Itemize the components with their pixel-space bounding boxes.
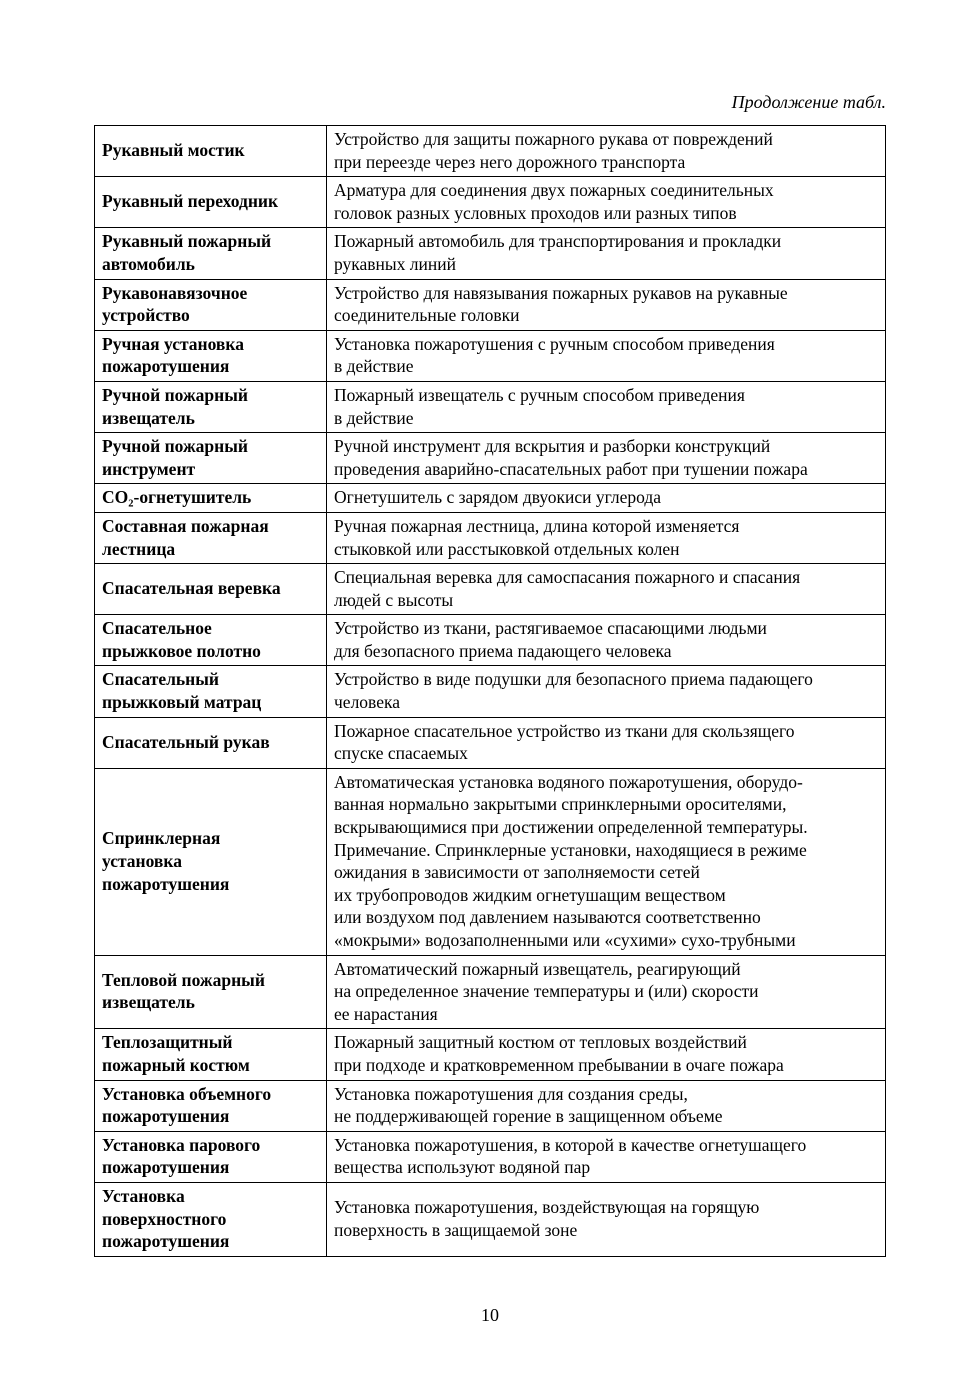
term-line: Установка [102, 1185, 185, 1206]
table-row [95, 955, 886, 1029]
term-line: установка [102, 850, 182, 871]
term-cell [95, 768, 327, 955]
definition-line: на определенное значение температуры и (или) скорости [334, 981, 759, 1002]
definition-cell [327, 717, 886, 768]
term-cell [95, 177, 327, 228]
term-line: Установка парового [102, 1134, 261, 1155]
table-row [95, 1029, 886, 1080]
term-line: Рукавонавязочное [102, 282, 248, 303]
definition-line: ее нарастания [334, 1003, 438, 1024]
term-line: Теплозащитный [102, 1032, 233, 1053]
term-line: Рукавный переходник [102, 191, 279, 212]
definition-cell [327, 955, 886, 1029]
term-line: Спринклерная [102, 828, 221, 849]
definition-line: человека [334, 692, 400, 713]
definition-cell [327, 1182, 886, 1256]
definition-cell [327, 177, 886, 228]
term-line: CO₂-огнетушитель [102, 487, 252, 508]
term-line: пожаротушения [102, 1157, 230, 1178]
glossary-table-body [95, 126, 886, 1257]
definition-cell [327, 330, 886, 381]
definition-line: стыковкой или расстыковкой отдельных колен [334, 538, 680, 559]
term-line: Рукавный мостик [102, 140, 245, 161]
term-line: Рукавный пожарный [102, 231, 272, 252]
term-line: Составная пожарная [102, 515, 269, 536]
term-line: инструмент [102, 458, 196, 479]
term-cell [95, 955, 327, 1029]
term-line: пожаротушения [102, 873, 230, 894]
definition-line: Установка пожаротушения, в которой в качестве огнетушащего [334, 1134, 807, 1155]
definition-cell [327, 381, 886, 432]
definition-cell [327, 484, 886, 513]
term-line: Спасательный [102, 669, 220, 690]
definition-line: в действие [334, 356, 414, 377]
definition-cell [327, 1131, 886, 1182]
definition-line: для безопасного приема падающего человека [334, 640, 672, 661]
definition-line: проведения аварийно-спасательных работ при тушении пожара [334, 458, 808, 479]
definition-line: Установка пожаротушения, воздействующая на горящую [334, 1197, 760, 1218]
definition-line: вскрывающимися при достижении определенной температуры. [334, 817, 808, 838]
term-line: Спасательная веревка [102, 578, 281, 599]
definition-line: Огнетушитель с зарядом двуокиси углерода [334, 487, 662, 508]
definition-line: Устройство в виде подушки для безопасного приема падающего [334, 669, 813, 690]
table-row [95, 177, 886, 228]
table-row [95, 433, 886, 484]
definition-line: Пожарное спасательное устройство из ткани для скользящего [334, 720, 795, 741]
term-cell [95, 279, 327, 330]
definition-line: поверхность в защищаемой зоне [334, 1219, 578, 1240]
term-line: Ручной пожарный [102, 384, 248, 405]
definition-line: Установка пожаротушения с ручным способом приведения [334, 333, 775, 354]
term-line: Спасательный рукав [102, 731, 270, 752]
definition-line: не поддерживающей горение в защищенном объеме [334, 1106, 723, 1127]
term-cell [95, 433, 327, 484]
term-cell [95, 717, 327, 768]
definition-line: рукавных линий [334, 253, 456, 274]
term-cell [95, 126, 327, 177]
definition-cell [327, 1080, 886, 1131]
table-row [95, 615, 886, 666]
table-row [95, 330, 886, 381]
definition-line: соединительные головки [334, 305, 520, 326]
term-cell [95, 1080, 327, 1131]
table-row [95, 126, 886, 177]
definition-cell [327, 228, 886, 279]
definition-line: в действие [334, 407, 414, 428]
definition-line: Пожарный защитный костюм от тепловых воздействий [334, 1032, 747, 1053]
definition-cell [327, 768, 886, 955]
term-cell [95, 564, 327, 615]
table-row [95, 381, 886, 432]
definition-line: людей с высоты [334, 589, 454, 610]
table-row [95, 1182, 886, 1256]
term-cell [95, 330, 327, 381]
definition-line: Автоматический пожарный извещатель, реагирующий [334, 958, 741, 979]
definition-line: Специальная веревка для самоспасания пожарного и спасания [334, 567, 801, 588]
table-row [95, 512, 886, 563]
table-row [95, 564, 886, 615]
term-line: пожаротушения [102, 1106, 230, 1127]
term-cell [95, 666, 327, 717]
term-line: поверхностного [102, 1208, 227, 1229]
term-line: извещатель [102, 992, 195, 1013]
definition-line: или воздухом под давлением называются соответственно [334, 907, 761, 928]
term-cell [95, 1182, 327, 1256]
table-continuation-caption: Продолжение табл. [731, 92, 886, 112]
term-line: автомобиль [102, 253, 195, 274]
table-row [95, 717, 886, 768]
term-line: извещатель [102, 407, 195, 428]
table-row [95, 228, 886, 279]
term-line: Спасательное [102, 618, 212, 639]
definition-line: головок разных условных проходов или разных типов [334, 202, 737, 223]
definition-cell [327, 1029, 886, 1080]
table-row [95, 1131, 886, 1182]
definition-line: Пожарный автомобиль для транспортирования и прокладки [334, 231, 782, 252]
term-line: Тепловой пожарный [102, 969, 265, 990]
table-row [95, 484, 886, 513]
definition-line: Устройство для навязывания пожарных рукавов на рукавные [334, 282, 788, 303]
definition-cell [327, 666, 886, 717]
definition-line: Устройство из ткани, растягиваемое спасающими людьми [334, 618, 767, 639]
term-cell [95, 615, 327, 666]
term-line: Ручной пожарный [102, 436, 248, 457]
definition-cell [327, 615, 886, 666]
definition-line: Устройство для защиты пожарного рукава от повреждений [334, 129, 773, 149]
definition-line: Ручной инструмент для вскрытия и разборки конструкций [334, 436, 771, 457]
definition-line: вещества используют водяной пар [334, 1157, 591, 1178]
definition-line: Пожарный извещатель с ручным способом приведения [334, 384, 745, 405]
term-line: пожарный костюм [102, 1054, 250, 1075]
table-row [95, 279, 886, 330]
definition-cell [327, 564, 886, 615]
definition-line: при подходе и кратковременном пребывании в очаге пожара [334, 1054, 784, 1075]
table-row [95, 666, 886, 717]
definition-cell [327, 126, 886, 177]
term-line: устройство [102, 305, 190, 326]
term-cell [95, 1029, 327, 1080]
glossary-table [94, 125, 886, 1257]
definition-line: Ручная пожарная лестница, длина которой изменяется [334, 515, 740, 536]
definition-cell [327, 433, 886, 484]
page-number: 10 [481, 1305, 499, 1325]
definition-line: их трубопроводов жидким огнетушащим веществом [334, 884, 726, 905]
term-cell [95, 512, 327, 563]
term-line: пожаротушения [102, 1231, 230, 1252]
term-line: Установка объемного [102, 1083, 272, 1104]
table-row [95, 1080, 886, 1131]
definition-line: «мокрыми» водозаполненными или «сухими» сухо-трубными [334, 930, 796, 950]
definition-line: ожидания в зависимости от заполняемости сетей [334, 862, 700, 883]
term-line: Ручная установка [102, 333, 244, 354]
term-line: лестница [102, 538, 176, 559]
term-line: прыжковое полотно [102, 640, 261, 661]
term-cell [95, 1131, 327, 1182]
definition-line: Автоматическая установка водяного пожаротушения, оборудо- [334, 771, 803, 792]
definition-line: Примечание. Спринклерные установки, находящиеся в режиме [334, 839, 807, 860]
term-line: пожаротушения [102, 356, 230, 377]
definition-line: ванная нормально закрытыми спринклерными оросителями, [334, 794, 787, 815]
term-cell [95, 484, 327, 513]
term-cell [95, 381, 327, 432]
definition-cell [327, 512, 886, 563]
definition-line: Арматура для соединения двух пожарных соединительных [334, 180, 774, 201]
term-line: прыжковый матрац [102, 692, 262, 713]
definition-line: Установка пожаротушения для создания среды, [334, 1083, 688, 1104]
term-cell [95, 228, 327, 279]
definition-cell [327, 279, 886, 330]
table-row [95, 768, 886, 955]
definition-line: спуске спасаемых [334, 743, 468, 764]
definition-line: при переезде через него дорожного транспорта [334, 151, 686, 172]
